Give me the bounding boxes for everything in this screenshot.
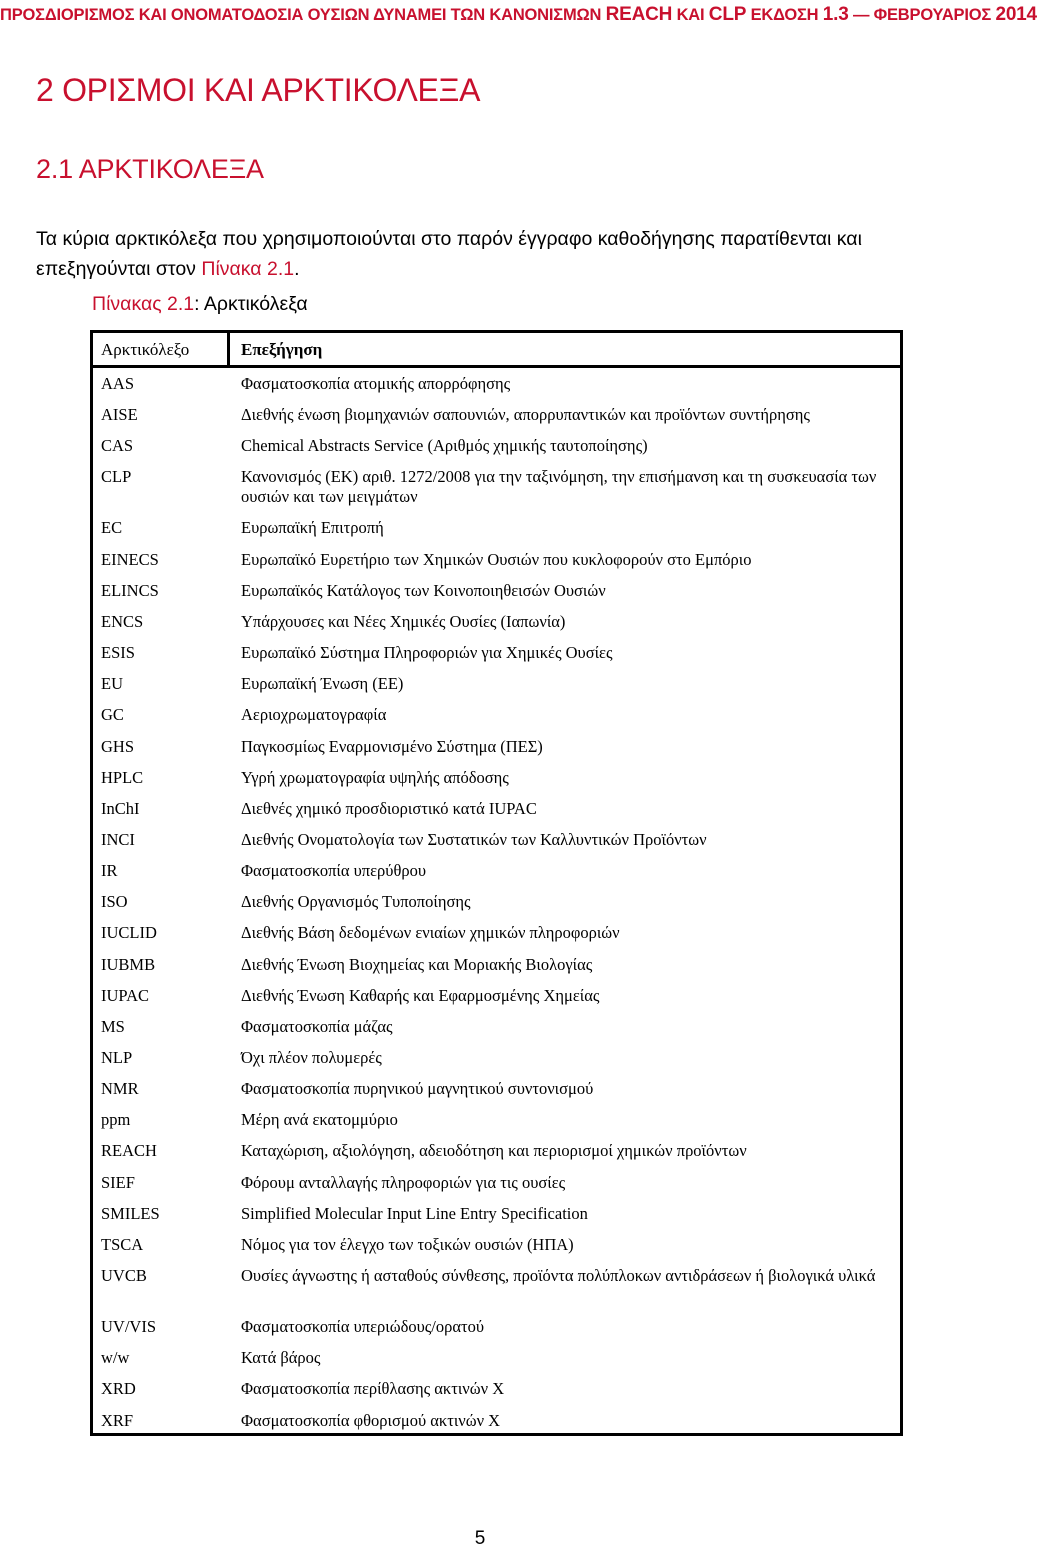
explanation-cell: Φασματοσκοπία ατομικής απορρόφησης xyxy=(241,374,511,393)
explanation-cell: Διεθνές χημικό προσδιοριστικό κατά IUPAC xyxy=(241,798,537,818)
abbreviation-cell: IUBMB xyxy=(101,954,156,974)
explanation-cell: Φασματοσκοπία υπερύθρου xyxy=(241,861,426,881)
abbreviation-cell: NLP xyxy=(101,1048,133,1067)
explanation-cell: Φασματοσκοπία υπεριώδους/ορατού xyxy=(241,1317,485,1337)
abbreviation-cell: XRD xyxy=(101,1379,136,1399)
intro-end: . xyxy=(294,258,300,280)
explanation-cell: Διεθνής Ένωση Καθαρής και Εφαρμοσμένης Χημείας xyxy=(241,985,600,1005)
explanation-cell: Ουσίες άγνωστης ή ασταθούς σύνθεσης, προϊόντα πολύπλοκων αντιδράσεων ή βιολογικά υλικά xyxy=(241,1266,876,1286)
abbreviation-cell: IUCLID xyxy=(101,923,157,943)
abbreviation-cell: REACH xyxy=(101,1141,157,1161)
explanation-cell: Καταχώριση, αξιολόγηση, αδειοδότηση και περιορισμοί χημικών προϊόντων xyxy=(241,1141,747,1161)
explanation-cell: Ευρωπαϊκή Επιτροπή xyxy=(241,518,384,538)
abbreviation-cell: NMR xyxy=(101,1079,139,1099)
abbreviation-cell: GHS xyxy=(101,736,135,756)
explanation-cell: Ευρωπαϊκός Κατάλογος των Κοινοποιηθεισών Ουσιών xyxy=(241,580,606,600)
abbreviation-cell: ENCS xyxy=(101,611,144,631)
page-number: 5 xyxy=(474,1528,486,1549)
header-text-4: CLP xyxy=(708,4,747,25)
explanation-cell: Υγρή χρωματογραφία υψηλής απόδοσης xyxy=(241,767,509,787)
explanation-cell: Φασματοσκοπία περίθλασης ακτινών Χ xyxy=(241,1379,505,1399)
abbreviation-cell: ppm xyxy=(101,1110,131,1130)
header-text-3: ΚΑΙ xyxy=(672,6,709,24)
explanation-cell: Διεθνής Ονοματολογία των Συστατικών των Καλλυντικών Προϊόντων xyxy=(241,829,707,849)
abbreviation-cell: CAS xyxy=(101,436,134,456)
header-text-2: REACH xyxy=(605,4,673,25)
explanation-cell: Φασματοσκοπία φθορισμού ακτινών Χ xyxy=(241,1410,501,1430)
abbreviation-cell: ESIS xyxy=(101,643,135,663)
abbreviation-cell: ISO xyxy=(101,892,128,912)
column-header-abbreviation: Αρκτικόλεξο xyxy=(101,340,190,359)
abbreviation-cell: HPLC xyxy=(101,767,144,787)
explanation-cell: Όχι πλέον πολυμερές xyxy=(241,1048,382,1067)
abbreviation-cell: EC xyxy=(101,518,123,538)
explanation-cell: Μέρη ανά εκατομμύριο xyxy=(241,1110,398,1130)
subsection-heading: 2.1 ΑΡΚΤΙΚΟΛΕΞΑ xyxy=(36,154,264,184)
explanation-cell: Αεριοχρωματογραφία xyxy=(241,705,387,725)
explanation-cell: Διεθνής Ένωση Βιοχημείας και Μοριακής Βιολογίας xyxy=(241,954,593,974)
caption-label: Πίνακας 2.1 xyxy=(92,293,195,315)
explanation-cell: Φόρουμ ανταλλαγής πληροφοριών για τις ουσίες xyxy=(241,1172,566,1192)
header-text-7: — ΦΕΒΡΟΥΑΡΙΟΣ xyxy=(848,6,996,24)
table-caption xyxy=(92,293,308,316)
abbreviation-cell: GC xyxy=(101,705,124,725)
abbreviation-cell: UV/VIS xyxy=(101,1317,157,1337)
column-divider xyxy=(227,333,230,368)
explanation-cell: Διεθνής ένωση βιομηχανιών σαπουνιών, απορρυπαντικών και προϊόντων συντήρησης xyxy=(241,405,810,425)
abbreviation-cell: INCI xyxy=(101,829,135,849)
explanation-cell: Νόμος για τον έλεγχο των τοξικών ουσιών (ΗΠΑ) xyxy=(241,1234,574,1254)
abbreviation-cell: IR xyxy=(101,861,118,881)
caption-text: : Αρκτικόλεξα xyxy=(194,293,308,315)
abbreviation-cell: MS xyxy=(101,1016,125,1036)
abbreviation-cell: AISE xyxy=(101,405,138,425)
header-text-1: ΠΡΟΣΔΙΟΡΙΣΜΟΣ ΚΑΙ ΟΝΟΜΑΤΟΔΟΣΙΑ ΟΥΣΙΩΝ ΔΥΝΑΜΕΙ ΤΩΝ ΚΑΝΟΝΙΣΜΩΝ xyxy=(0,6,606,24)
abbreviation-cell: SIEF xyxy=(101,1172,135,1192)
explanation-cell: Chemical Abstracts Service (Αριθμός χημικής ταυτοποίησης) xyxy=(241,436,648,456)
explanation-cell: Κατά βάρος xyxy=(241,1348,321,1368)
abbreviation-cell: w/w xyxy=(101,1348,130,1368)
abbreviation-cell: InChI xyxy=(101,798,140,818)
explanation-cell: Παγκοσμίως Εναρμονισμένο Σύστημα (ΠΕΣ) xyxy=(241,736,543,756)
abbreviation-cell: CLP xyxy=(101,467,132,487)
column-header-explanation: Επεξήγηση xyxy=(241,340,323,359)
table-reference-link[interactable]: Πίνακα 2.1 xyxy=(201,258,295,280)
intro-paragraph xyxy=(36,224,966,284)
abbreviation-cell: ELINCS xyxy=(101,580,159,600)
explanation-cell: Φασματοσκοπία μάζας xyxy=(241,1016,393,1036)
abbreviation-cell: EINECS xyxy=(101,549,159,569)
explanation-cell: Φασματοσκοπία πυρηνικού μαγνητικού συντονισμού xyxy=(241,1079,594,1099)
header-text-8: 2014 xyxy=(995,4,1037,25)
explanation-cell: Ευρωπαϊκή Ένωση (ΕΕ) xyxy=(241,674,404,694)
header-text-5: ΕΚΔΟΣΗ xyxy=(746,6,823,24)
explanation-cell: Simplified Molecular Input Line Entry Specification xyxy=(241,1203,588,1223)
abbreviation-cell: UVCB xyxy=(101,1266,147,1286)
explanation-cell: Διεθνής Οργανισμός Τυποποίησης xyxy=(241,892,471,912)
abbreviation-cell: EU xyxy=(101,674,123,694)
section-heading: 2 ΟΡΙΣΜΟΙ ΚΑΙ ΑΡΚΤΙΚΟΛΕΞΑ xyxy=(36,72,481,108)
header-text-6: 1.3 xyxy=(822,4,849,25)
running-header xyxy=(0,4,1037,26)
abbreviation-cell: XRF xyxy=(101,1410,134,1430)
abbreviations-table xyxy=(90,330,903,1436)
explanation-cell: Κανονισμός (ΕΚ) αριθ. 1272/2008 για την ταξινόμηση, την επισήμανση και τη συσκευασία των ουσιών και των μειγμάτων xyxy=(241,467,877,507)
intro-text: Τα κύρια αρκτικόλεξα που χρησιμοποιούνται στο παρόν έγγραφο καθοδήγησης παρατίθενται και επεξηγούνται στον xyxy=(36,228,862,280)
abbreviation-cell: TSCA xyxy=(101,1234,144,1254)
explanation-cell: Ευρωπαϊκό Ευρετήριο των Χημικών Ουσιών που κυκλοφορούν στο Εμπόριο xyxy=(241,549,752,569)
abbreviation-cell: IUPAC xyxy=(101,985,149,1005)
abbreviation-cell: SMILES xyxy=(101,1203,160,1223)
explanation-cell: Υπάρχουσες και Νέες Χημικές Ουσίες (Ιαπωνία) xyxy=(241,611,566,631)
table-header-row xyxy=(93,333,900,368)
abbreviation-cell: AAS xyxy=(101,374,135,393)
explanation-cell: Διεθνής Βάση δεδομένων ενιαίων χημικών πληροφοριών xyxy=(241,923,620,943)
explanation-cell: Ευρωπαϊκό Σύστημα Πληροφοριών για Χημικές Ουσίες xyxy=(241,643,613,663)
